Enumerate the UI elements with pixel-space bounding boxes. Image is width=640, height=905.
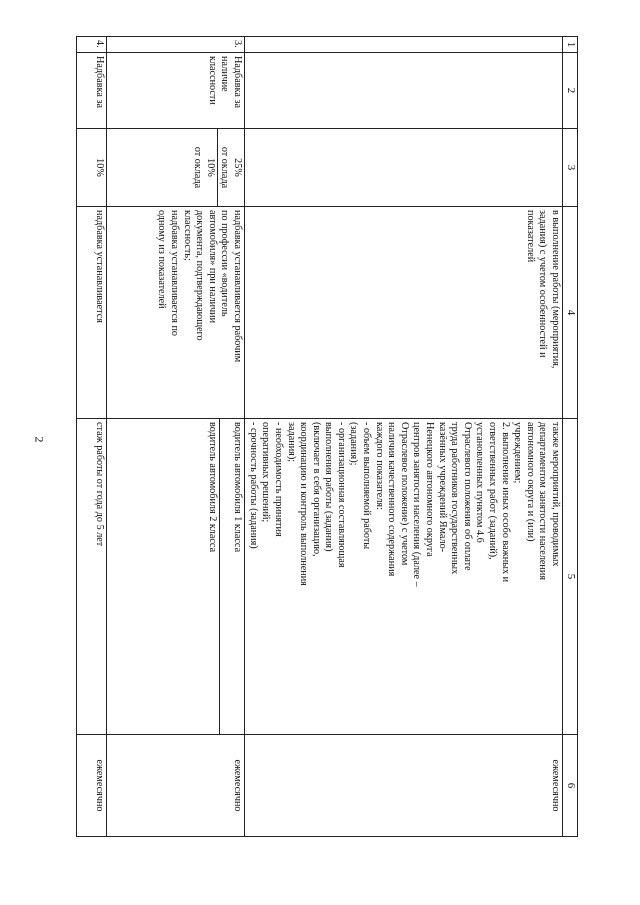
column-number: 4 (563, 207, 578, 419)
allowance-table (76, 36, 578, 837)
rotated-page (60, 36, 578, 836)
continued-frequency: ежемесячно (245, 735, 563, 837)
page-number: 2 (32, 436, 47, 443)
allowance-frequency: ежемесячно (107, 735, 245, 837)
column-number: 6 (563, 735, 578, 837)
row-classness-allowance (107, 37, 245, 837)
allowance-indicators: стаж работы от года до 5 лет (77, 419, 107, 735)
allowance-frequency: ежемесячно (77, 735, 107, 837)
column-number: 3 (563, 129, 578, 207)
row-seniority-allowance (77, 37, 107, 837)
allowance-name: Надбавка за (77, 53, 107, 129)
allowance-indicators: водитель автомобиля 1 класса водитель автомобиля 2 класса (107, 419, 245, 735)
column-number: 1 (563, 37, 578, 53)
continued-indicators: также мероприятий, проводимых департаментом занятости населения автономного округа и (или) учреждением; 2. выполнение иных особо важных и ответственных работ (заданий), установленных пунктом 4.6 Отраслевого положения об оплате труда работников государственных казённых учреждений Ямало- Ненецкого автономного округа центров занятости населения (далее – Отраслевое положение) с учетом наличия качественного содержания каждого показателя: - объем выполняемой работы (задания); - организационная составляющая выполнения работы (задания) (включает в себя организацию, координацию и контроль выполнения задания); - необходимость принятия оперативных решений; - срочность работы (задания) (245, 419, 563, 735)
allowance-conditions: надбавка устанавливается рабочим по профессии «водитель автомобиля» при наличии документа, подтверждающего классность; надбавка устанавливается по одному из показателей (107, 207, 245, 419)
allowance-name: Надбавка за наличие классности (107, 53, 245, 129)
allowance-conditions: надбавка устанавливается (77, 207, 107, 419)
continued-row (245, 37, 563, 837)
row-number: 3. (107, 37, 245, 53)
allowance-amount: 25% от оклада 10% от оклада (107, 129, 245, 207)
document-table-container (60, 36, 578, 836)
row-number: 4. (77, 37, 107, 53)
column-number: 2 (563, 53, 578, 129)
column-numbers-row (563, 37, 578, 837)
column-number: 5 (563, 419, 578, 735)
continued-conditions: в выполнение работы (мероприятия, задания) с учетом особенностей и показателей (245, 207, 563, 419)
allowance-amount: 10% (77, 129, 107, 207)
